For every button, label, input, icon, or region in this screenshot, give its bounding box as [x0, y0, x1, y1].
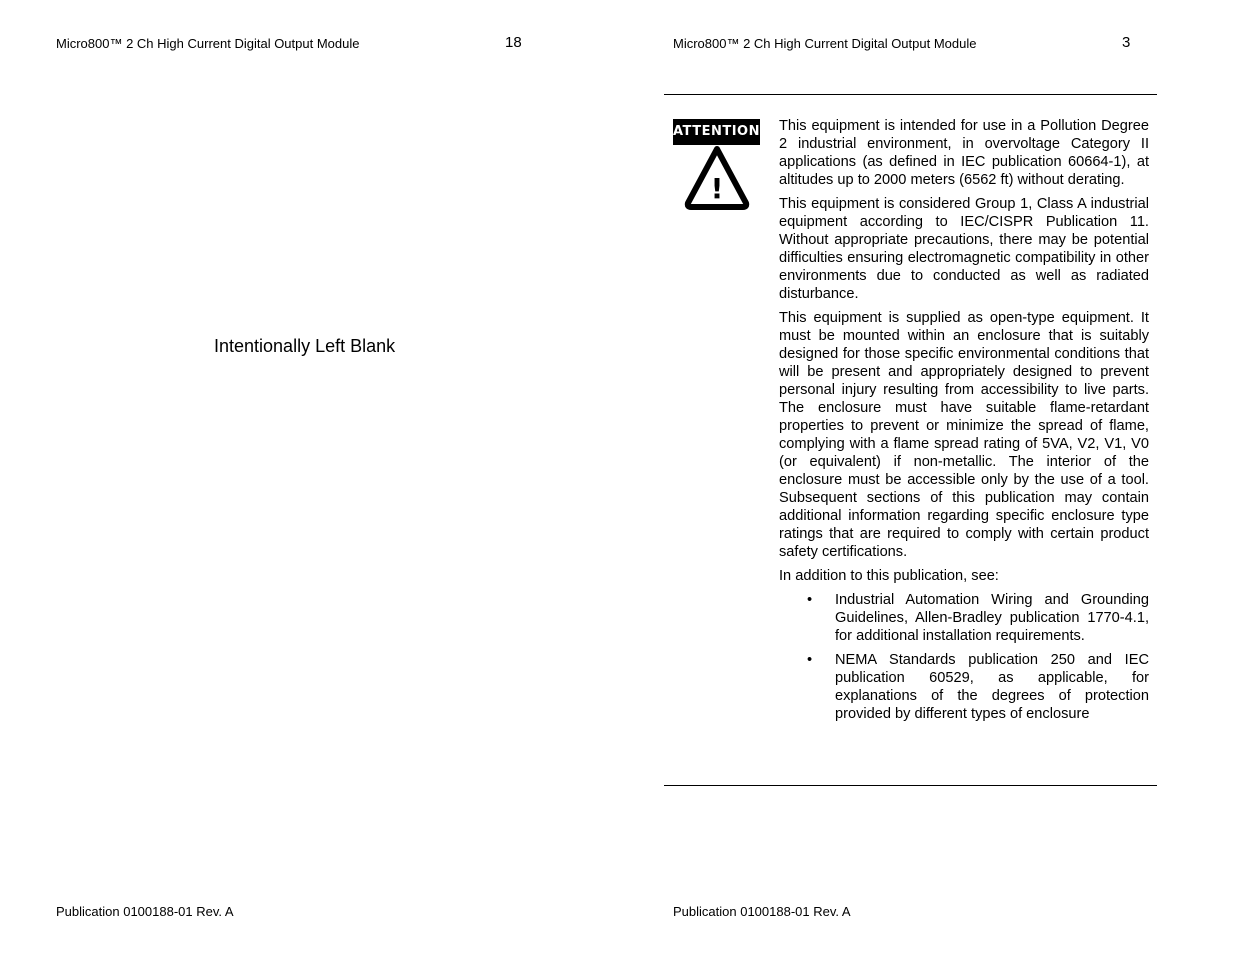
bullet-glyph: •: [807, 592, 813, 608]
bottom-divider: [664, 785, 1157, 786]
paragraph-open-type: This equipment is supplied as open-type equipment. It must be mounted within an enclosure that is suitably designed for those specific environmental conditions that will be present and appropriately designed to prevent personal injury resulting from accessibility to live parts. The enclosure must have suitable flame-retardant properties to prevent or minimize the spread of flame, complying with a flame spread rating of 5VA, V2, V1, V0 (or equivalent) if non-metallic. The interior of the enclosure must be accessible only by the use of a tool. Subsequent sections of this publication may contain additional information regarding specific enclosure type ratings that are required to comply with certain product safety certifications.: [779, 310, 1149, 560]
paragraph-see-also: In addition to this publication, see:: [779, 568, 999, 584]
list-item-text: Industrial Automation Wiring and Grounding Guidelines, Allen-Bradley publication 1770-4.1, for additional installation requirements.: [835, 592, 1149, 644]
warning-triangle-icon: [684, 145, 750, 211]
page-number: 18: [505, 34, 522, 51]
paragraph-pollution-degree: This equipment is intended for use in a Pollution Degree 2 industrial environment, in overvoltage Category II applications (as defined in IEC publication 60664-1), at altitudes up to 2000 meters (6562 ft) without derating.: [779, 118, 1149, 188]
list-item: [807, 591, 1149, 645]
page-footer: Publication 0100188-01 Rev. A: [56, 904, 234, 919]
top-divider: [664, 94, 1157, 95]
right-page: [617, 0, 1235, 954]
list-item: [807, 651, 1149, 723]
header-title: Micro800™ 2 Ch High Current Digital Output Module: [673, 36, 977, 51]
attention-body: [779, 117, 1149, 729]
list-item-text: NEMA Standards publication 250 and IEC publication 60529, as applicable, for explanations of the degrees of protection provided by different types of enclosure: [835, 652, 1149, 722]
intentionally-blank-note: Intentionally Left Blank: [214, 336, 396, 356]
paragraph-group-class: This equipment is considered Group 1, Class A industrial equipment according to IEC/CISPR Publication 11. Without appropriate precautions, there may be potential difficulties ensuring electromagnetic compatibility in other environments due to conducted as well as radiated disturbance.: [779, 196, 1149, 302]
left-page: [0, 0, 617, 954]
attention-warning-icon: [673, 119, 760, 211]
page-footer: Publication 0100188-01 Rev. A: [673, 904, 851, 919]
exclamation-mark: !: [710, 172, 724, 205]
attention-label: ATTENTION: [673, 119, 760, 145]
bullet-glyph: •: [807, 652, 813, 668]
header-title: Micro800™ 2 Ch High Current Digital Output Module: [56, 36, 360, 51]
page-number: 3: [1122, 34, 1131, 51]
reference-list: [779, 591, 1149, 723]
